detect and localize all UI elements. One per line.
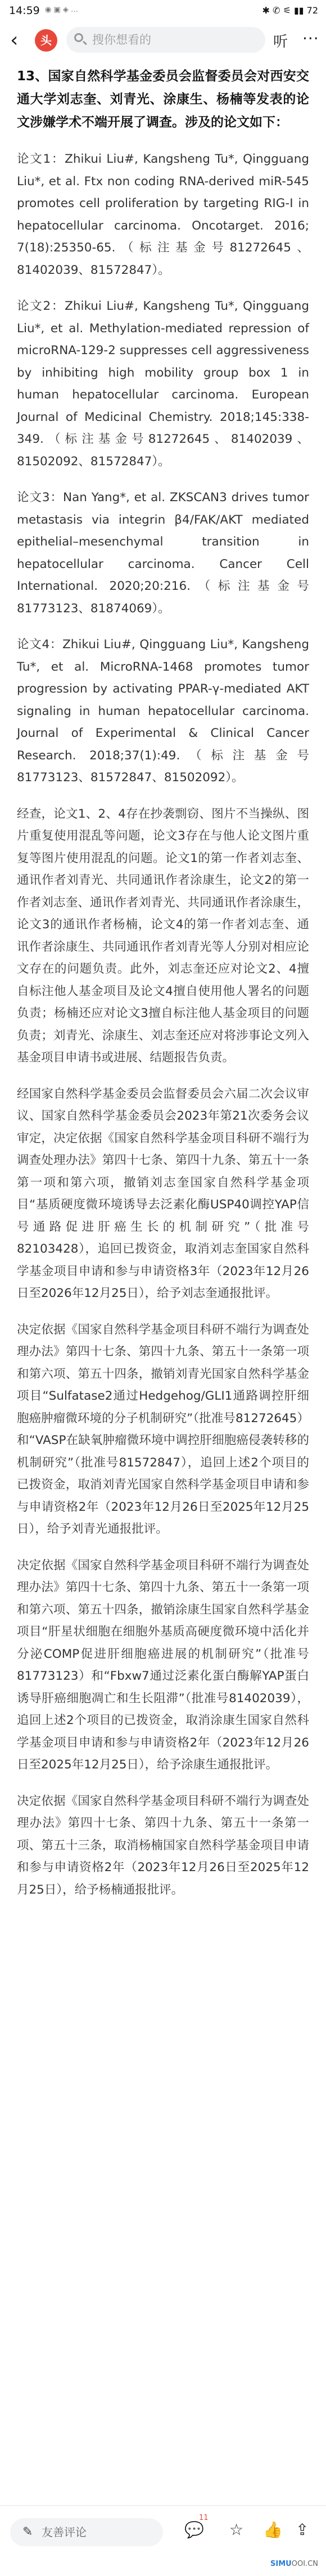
findings-paragraph: 经查，论文1、2、4存在抄袭剽窃、图片不当操纵、图片重复使用混乱等问题，论文3存在与他人论文图片重复等图片使用混乱的问题。论文1的第一作者刘志奎、通讯作者刘青光、共同通讯作者涂康生，论文2的第一作者刘志奎、通讯作者刘青光、共同通讯作者涂康生，论文3的通讯作者杨楠，论文4的第一作者刘志奎、通讯作者涂康生、共同通讯作者刘青光等人分别对相应论文存在的问题负责。此外，刘志奎还应对论文2、4擅自标注他人基金项目及论文4擅自使用他人署名的问题负责；杨楠还应对论文3擅自标注他人基金项目的问题负责；刘青光、涂康生、刘志奎还应对将涉事论文列入基金项目申请书或进展、结题报告负责。 [17, 806, 309, 1065]
bottom-action-bar [0, 2505, 326, 2576]
decision-paragraph-1: 经国家自然科学基金委员会监督委员会六届二次会议审议、国家自然科学基金委员会2023年第21次委务会议审定，决定依据《国家自然科学基金项目科研不端行为调查处理办法》第四十七条、第四十九条、第五十一条第一项和第六项，撤销刘志奎国家自然科学基金项目“基质硬度微环境诱导去泛素化酶USP40调控YAP信号通路促进肝癌生长的机制研究”（批准号82103428），追回已拨资金，取消刘志奎国家自然科学基金项目申请和参与申请资格3年（2023年12月26日至2026年12月25日），给予刘志奎通报批评。 [17, 1087, 309, 1300]
comment-placeholder: 友善评论 [42, 2525, 87, 2539]
share-icon[interactable]: ⇪ [296, 2520, 309, 2539]
paper-3: 论文3：Nan Yang*, et al. ZKSCAN3 drives tumor metastasis via integrin β4/FAK/AKT mediated epithelial–mesenchymal transition in hepatocellular carcinoma. Cancer Cell International. 2020;20:216.（标注基金号81773123、81874069）。 [17, 491, 309, 616]
more-options-icon[interactable]: ··· [302, 29, 319, 48]
comment-icon[interactable]: 💬 [184, 2520, 204, 2539]
top-navigation-bar [0, 19, 326, 63]
search-icon [74, 33, 83, 42]
favorite-star-icon[interactable]: ☆ [229, 2520, 244, 2539]
app-logo[interactable]: 头 [35, 29, 57, 52]
article-body [17, 65, 309, 1915]
site-watermark: SIMUOOI.CN [270, 2560, 318, 2568]
paper-1: 论文1：Zhikui Liu#, Kangsheng Tu*, Qingguang Liu*, et al. Ftx non coding RNA-derived miR-545 promotes cell proliferation by targeting RIG-I in hepatocellular carcinoma. Oncotarget. 2016; 7(18):25350-65.（标注基金号81272645、81402039、81572847）。 [17, 152, 309, 277]
decision-paragraph-2: 决定依据《国家自然科学基金项目科研不端行为调查处理办法》第四十七条、第四十九条、第五十一条第一项和第六项、第五十四条，撤销刘青光国家自然科学基金项目“Sulfatase2通过Hedgehog/GLI1通路调控肝细胞癌肿瘤微环境的分子机制研究”（批准号81272645）和“VASP在缺氧肿瘤微环境中调控肝细胞癌侵袭转移的机制研究”（批准号81572847），追回上述2个项目的已拨资金，取消刘青光国家自然科学基金项目申请和参与申请资格2年（2023年12月26日至2025年12月25日），给予刘青光通报批评。 [17, 1322, 309, 1536]
listen-button[interactable]: 听 [273, 34, 288, 51]
paper-2: 论文2：Zhikui Liu#, Kangsheng Tu*, Qingguang Liu*, et al. Methylation-mediated repression of microRNA-129-2 suppresses cell aggressiveness by inhibiting high mobility group box 1 in human hepatocellular carcinoma. European Journal of Medicinal Chemistry. 2018;145:338-349.（标注基金号81272645、81402039、81502092、81572847）。 [17, 299, 309, 469]
decision-paragraph-3: 决定依据《国家自然科学基金项目科研不端行为调查处理办法》第四十七条、第四十九条、第五十一条第一项和第六项、第五十四条，撤销涂康生国家自然科学基金项目“肝星状细胞在细胞外基质高硬度微环境中活化并分泌COMP促进肝细胞癌进展的机制研究”（批准号81773123）和“Fbxw7通过泛素化蛋白酶解YAP蛋白诱导肝癌细胞凋亡和生长阻滞”（批准号81402039），追回上述2个项目的已拨资金，取消涂康生国家自然科学基金项目申请和参与申请资格2年（2023年12月26日至2025年12月25日），给予涂康生通报批评。 [17, 1558, 309, 1772]
comment-input[interactable] [10, 2518, 163, 2546]
search-input[interactable] [66, 27, 265, 53]
status-system-icons: ✱ ✆ ⚟ ▮▮ 72 [262, 5, 318, 16]
back-arrow-icon[interactable]: ‹ [10, 29, 19, 52]
section-heading: 13、国家自然科学基金委员会监督委员会对西安交通大学刘志奎、刘青光、涂康生、杨楠等发表的论文涉嫌学术不端开展了调查。涉及的论文如下： [17, 69, 309, 130]
status-bar [0, 0, 326, 19]
pen-icon: ✎ [22, 2525, 33, 2539]
paper-4: 论文4：Zhikui Liu#, Qingguang Liu*, Kangsheng Tu*, et al. MicroRNA-1468 promotes tumor progression by activating PPAR-γ-mediated AKT signaling in human hepatocellular carcinoma. Journal of Experimental & Clinical Cancer Research. 2018;37(1):49.（标注基金号81773123、81572847、81502092）。 [17, 638, 309, 785]
status-time: 14:59 [9, 4, 40, 17]
status-notification-icons: ◉ ▣ ◈ … [45, 6, 79, 14]
decision-paragraph-4: 决定依据《国家自然科学基金项目科研不端行为调查处理办法》第四十七条、第四十九条、第五十一条第一项、第五十三条，取消杨楠国家自然科学基金项目申请和参与申请资格2年（2023年12月26日至2025年12月25日），给予杨楠通报批评。 [17, 1794, 309, 1897]
like-thumb-icon[interactable]: 👍 [263, 2520, 283, 2539]
search-placeholder: 搜你想看的 [92, 33, 151, 47]
comment-count: 11 [199, 2514, 209, 2522]
